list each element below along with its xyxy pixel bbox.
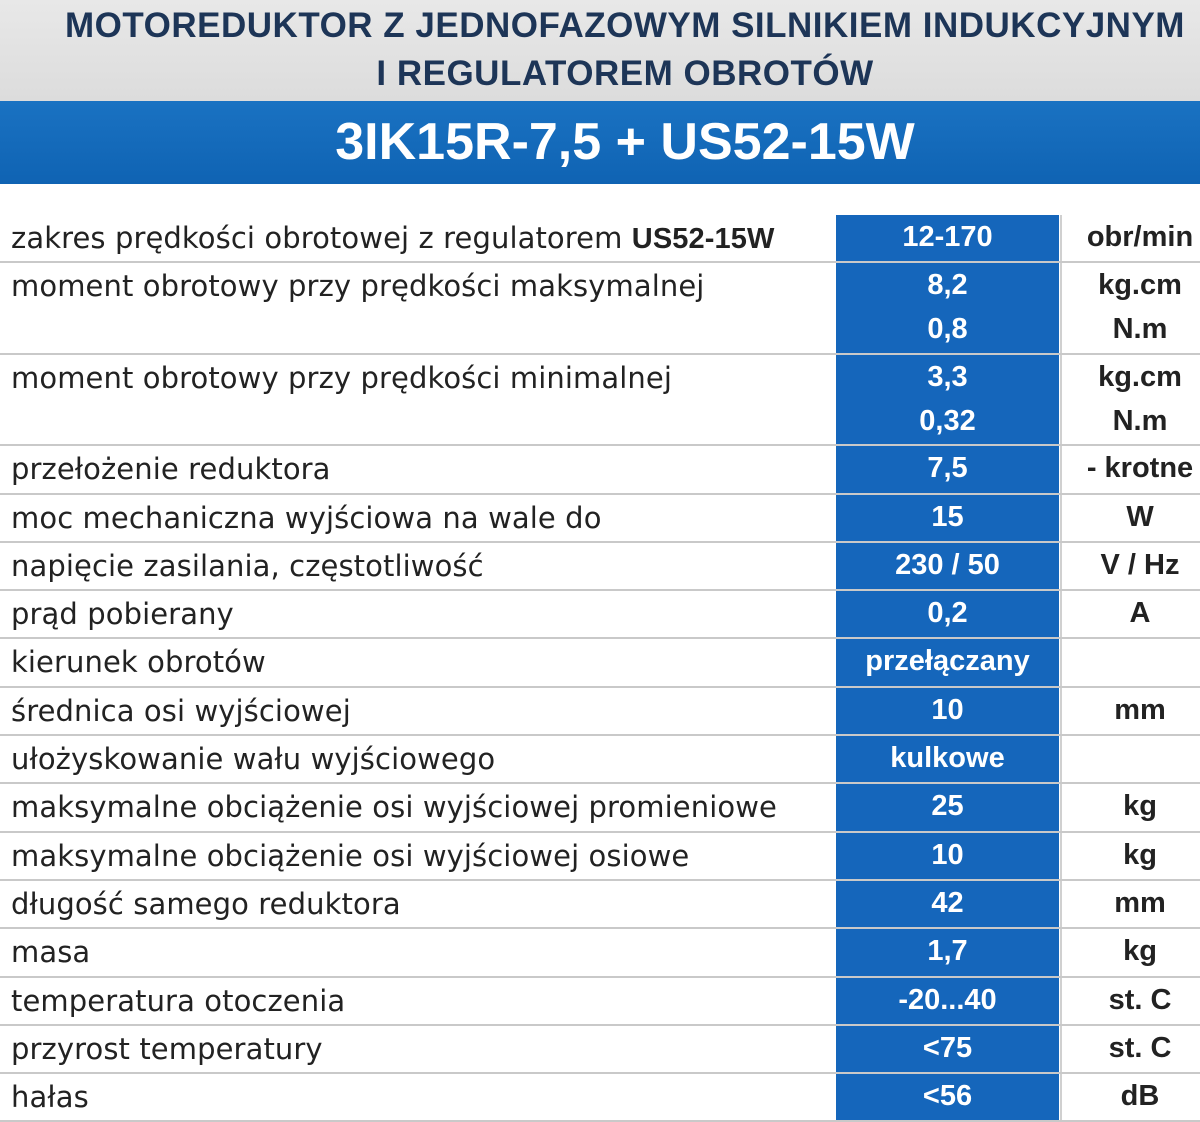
- spec-value-cell: [836, 688, 1059, 734]
- spec-label-text: moc mechaniczna wyjściowa na wale do: [11, 500, 602, 535]
- spec-value: 0,2: [927, 597, 968, 630]
- spec-unit: dB: [1120, 1080, 1160, 1113]
- header-title-line1: MOTOREDUKTOR Z JEDNOFAZOWYM SILNIKIEM INDUKCYJNYM: [65, 6, 1185, 45]
- spec-value: <56: [922, 1080, 973, 1113]
- spec-label: [11, 597, 234, 631]
- spec-label: [11, 935, 90, 969]
- spec-row: [0, 881, 1200, 929]
- spec-row: [0, 978, 1200, 1026]
- header-band: [0, 0, 1200, 101]
- spec-value-cell: [836, 355, 1059, 445]
- spec-row: [0, 263, 1200, 355]
- spec-value: przełączany: [865, 645, 1030, 678]
- spec-label: [11, 361, 672, 395]
- spec-label-text: temperatura otoczenia: [11, 983, 346, 1018]
- spec-label-text: długość samego reduktora: [11, 886, 401, 921]
- spec-value: 8,2: [927, 269, 968, 302]
- spec-label: [11, 887, 401, 921]
- spec-label-text: zakres prędkości obrotowej z regulatorem: [11, 221, 632, 255]
- spec-label: [11, 452, 331, 486]
- spec-value: 0,8: [927, 313, 968, 346]
- spec-value: 25: [931, 790, 964, 823]
- spec-label: [11, 839, 689, 873]
- spec-value: -20...40: [898, 983, 997, 1016]
- column-divider: [1060, 736, 1062, 782]
- spec-unit: mm: [1114, 886, 1166, 919]
- spec-unit: kg.cm: [1098, 269, 1182, 302]
- spec-label-text: napięcie zasilania, częstotliwość: [11, 548, 484, 583]
- spec-row: [0, 1074, 1200, 1122]
- spec-row: [0, 355, 1200, 447]
- spec-label-text: kierunek obrotów: [11, 645, 266, 680]
- spec-label-text: hałas: [11, 1080, 89, 1115]
- spec-unit: N.m: [1112, 313, 1168, 346]
- spec-value: 42: [931, 886, 964, 919]
- spec-table: [0, 215, 1200, 1122]
- spec-label-text: przyrost temperatury: [11, 1031, 323, 1066]
- spec-label: [11, 501, 602, 535]
- spec-row: [0, 784, 1200, 832]
- spec-value-cell: [836, 591, 1059, 637]
- spec-value: 12-170: [902, 221, 993, 253]
- spec-row: [0, 591, 1200, 639]
- spec-label-text: masa: [11, 935, 91, 970]
- header-title-line2: I REGULATOREM OBROTÓW: [376, 54, 874, 93]
- spec-value: <75: [922, 1031, 973, 1064]
- spec-unit: kg: [1123, 790, 1157, 823]
- spec-value-cell: [836, 215, 1059, 261]
- spec-label-text: moment obrotowy przy prędkości minimalnej: [11, 360, 672, 395]
- spec-label: [11, 742, 495, 776]
- spec-label-text: prąd pobierany: [11, 597, 234, 632]
- spec-label: [11, 1080, 89, 1114]
- spec-label: [11, 549, 484, 583]
- spec-label-text: maksymalne obciążenie osi wyjściowej osiowe: [11, 838, 690, 873]
- spec-unit: N.m: [1112, 404, 1168, 437]
- spec-unit: kg: [1123, 838, 1157, 871]
- spec-row: [0, 215, 1200, 263]
- spec-row: [0, 1026, 1200, 1074]
- spec-unit: st. C: [1108, 1031, 1172, 1064]
- model-title: 3IK15R-7,5 + US52-15W: [0, 101, 1200, 184]
- spec-value-cell: [836, 495, 1059, 541]
- spec-value-cell: [836, 263, 1059, 353]
- spec-row: [0, 688, 1200, 736]
- spec-value: 3,3: [927, 360, 968, 393]
- spec-label-text: ułożyskowanie wału wyjściowego: [11, 742, 496, 777]
- spec-row: [0, 446, 1200, 494]
- spec-unit: kg: [1123, 935, 1157, 968]
- spec-value-cell: [836, 1074, 1059, 1120]
- spec-value: 15: [931, 500, 964, 533]
- spec-label: [11, 221, 774, 256]
- spec-value-cell: [836, 543, 1059, 589]
- spec-value-cell: [836, 1026, 1059, 1072]
- spec-value: 10: [931, 693, 964, 726]
- spec-row: [0, 929, 1200, 977]
- spec-value: 10: [931, 838, 964, 871]
- spec-unit: kg.cm: [1098, 360, 1182, 393]
- spec-unit: mm: [1114, 693, 1166, 726]
- spec-value-cell: [836, 833, 1059, 879]
- spec-value-cell: [836, 978, 1059, 1024]
- spec-row: [0, 833, 1200, 881]
- spec-label: [11, 1032, 323, 1066]
- spec-label: [11, 645, 266, 679]
- spec-unit: st. C: [1108, 983, 1172, 1016]
- spec-unit: A: [1129, 597, 1151, 630]
- spec-row: [0, 736, 1200, 784]
- spec-row: [0, 543, 1200, 591]
- spec-value-cell: [836, 881, 1059, 927]
- spec-unit: - krotne: [1086, 452, 1194, 485]
- spec-unit: W: [1126, 500, 1154, 533]
- spec-value: 7,5: [927, 452, 968, 485]
- spec-unit: obr/min: [1086, 221, 1194, 253]
- spec-row: [0, 495, 1200, 543]
- spec-unit: V / Hz: [1100, 548, 1180, 581]
- spec-value: 1,7: [927, 935, 968, 968]
- spec-label: [11, 790, 777, 824]
- spec-value: kulkowe: [890, 742, 1005, 775]
- spec-value-cell: [836, 929, 1059, 975]
- spec-label-text: moment obrotowy przy prędkości maksymalnej: [11, 269, 705, 304]
- spec-value-cell: [836, 784, 1059, 830]
- spec-value: 230 / 50: [895, 548, 1000, 581]
- spec-label: [11, 984, 345, 1018]
- spec-label-text: przełożenie reduktora: [11, 452, 331, 487]
- spec-label-text: średnica osi wyjściowej: [11, 693, 351, 728]
- spec-value-cell: [836, 639, 1059, 685]
- spec-label-strong: US52-15W: [631, 223, 775, 255]
- spec-value-cell: [836, 446, 1059, 492]
- spec-value: 0,32: [919, 404, 976, 437]
- spec-row: [0, 639, 1200, 687]
- spec-label: [11, 269, 704, 303]
- spec-label: [11, 694, 351, 728]
- column-divider: [1060, 639, 1062, 685]
- spec-value-cell: [836, 736, 1059, 782]
- spec-label-text: maksymalne obciążenie osi wyjściowej promieniowe: [11, 790, 777, 825]
